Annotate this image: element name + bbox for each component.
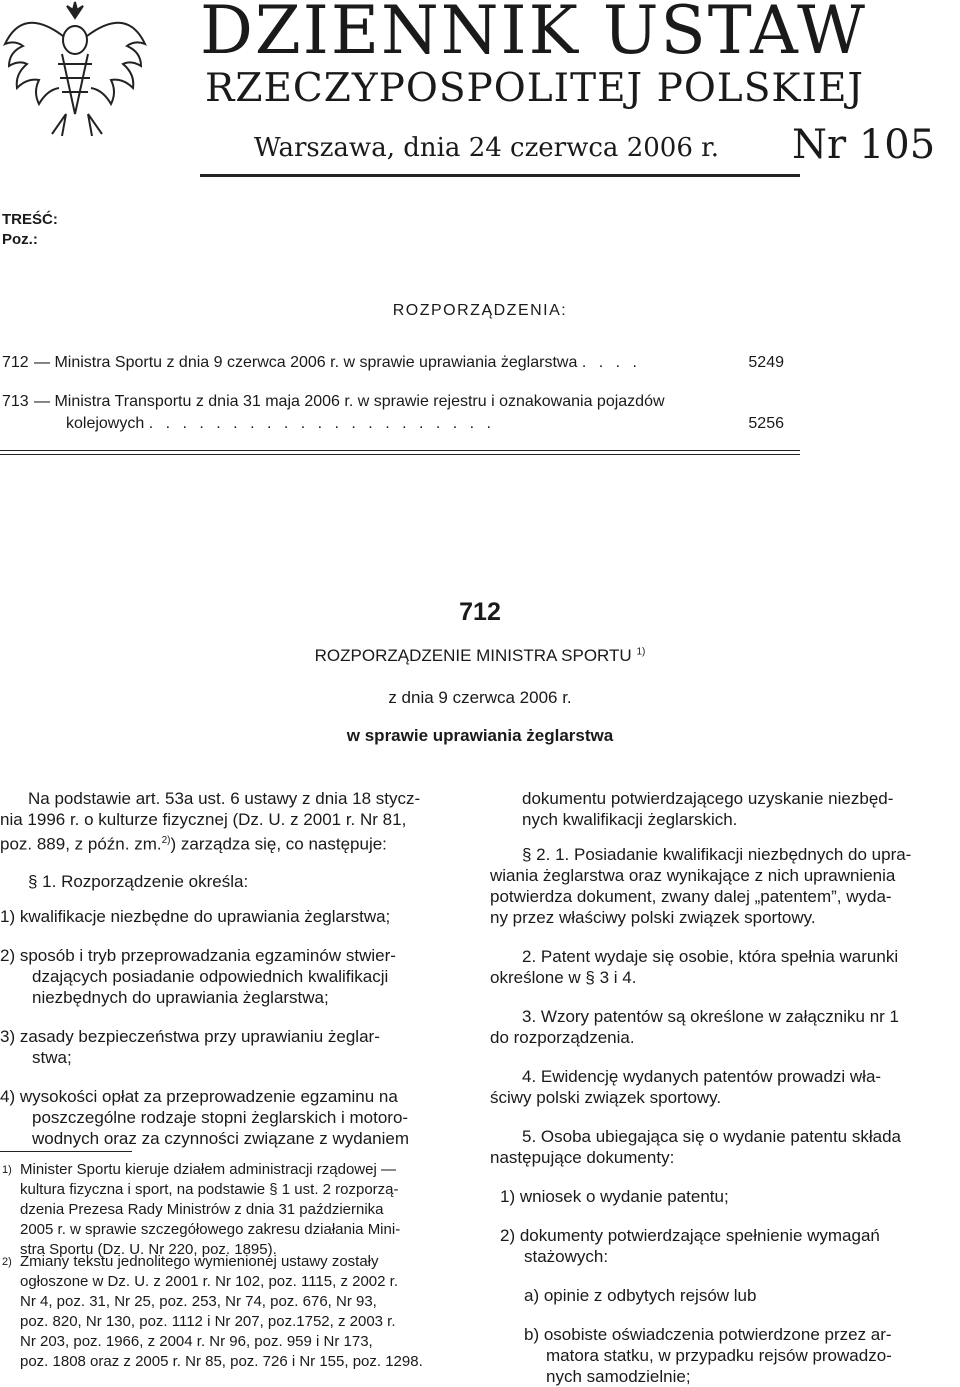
contents-section-heading: ROZPORZĄDZENIA: [392, 302, 568, 319]
place-date: Warszawa, dnia 24 czerwca 2006 r. [254, 133, 719, 163]
text-line: wodnych oraz za czynności związane z wydaniem [32, 1128, 410, 1148]
text-line: poszczególne rodzaje stopni żeglarskich i motoro- [32, 1107, 409, 1127]
text-line: ny przez właściwy polski związek sportowy. [490, 908, 816, 927]
toc-entry-text-cont: kolejowych . . . . . . . . . . . . . . . . . . . . . [66, 415, 495, 432]
journal-subtitle: RZECZYPOSPOLITEJ POLSKIEJ [205, 66, 865, 111]
text-line: nia 1996 r. o kulturze fizycznej (Dz. U. z 2001 r. Nr 81, [0, 810, 407, 829]
act-number: 712 [459, 598, 501, 626]
paragraph: 4. Ewidencję wydanych patentów prowadzi wła- [522, 1067, 882, 1086]
list-item: b) osobiste oświadczenia potwierdzone przez ar- [524, 1325, 892, 1344]
list-item: 2) dokumenty potwierdzające spełnienie wymagań [500, 1226, 880, 1245]
toc-entry[interactable] [0, 391, 784, 435]
text-line: poz. 889, z późn. zm.$^{2)}$) zarządza się, co następuje: [0, 834, 387, 854]
text-line: nych kwalifikacji żeglarskich. [522, 810, 738, 829]
list-item: 2) sposób i tryb przeprowadzania egzaminów stwier- [0, 945, 396, 965]
toc-entry-page: 5256 [748, 415, 784, 432]
toc-entry[interactable] [0, 352, 784, 374]
list-item: 1) kwalifikacje niezbędne do uprawiania żeglarstwa; [0, 906, 391, 926]
text-line: stwa; [32, 1047, 72, 1067]
footnote-2: 2) Zmiany tekstu jednolitego wymienionej ustawy zostały ogłoszone w Dz. U. z 2001 r. Nr 102, poz. 1115, z 2002 r. Nr 4, poz. 31, Nr 25, poz. 253, Nr 74, poz. 676, Nr 93, poz. 820, Nr 130, poz. 1112 i Nr 207, poz.1752, z 2003 r. Nr 203, poz. 1966, z 2004 r. Nr 96, poz. 959 i Nr 173, poz. 1808 oraz z 2005 r. Nr 85, poz. 726 i Nr 155, poz. 1298. [2, 1253, 423, 1370]
act-title: ROZPORZĄDZENIE MINISTRA SPORTU $^{1)}$ [314, 646, 646, 665]
toc-entry-text: — Ministra Transportu z dnia 31 maja 2006 r. w sprawie rejestru i oznakowania pojazdów [34, 393, 665, 410]
act-date: z dnia 9 czerwca 2006 r. [388, 688, 572, 707]
separator-rule [0, 454, 800, 455]
text-line: stażowych: [524, 1247, 609, 1266]
paragraph-2: § 2. 1. Posiadanie kwalifikacji niezbędnych do upra- [522, 845, 912, 864]
text-line: wiania żeglarstwa oraz wynikające z nich uprawnienia [490, 866, 896, 885]
contents-label-block [2, 210, 58, 250]
list-item: 1) wniosek o wydanie patentu; [500, 1187, 729, 1206]
text-line: potwierdza dokument, zwany dalej „patentem”, wyda- [490, 887, 892, 906]
left-column [0, 788, 470, 1149]
act-subject: w sprawie uprawiania żeglarstwa [346, 726, 614, 745]
contents-label: TREŚĆ: [2, 211, 58, 228]
separator-rule [0, 450, 800, 451]
text-line: określone w § 3 i 4. [490, 968, 637, 987]
text-line: niezbędnych do uprawiania żeglarstwa; [32, 987, 329, 1007]
text-line: następujące dokumenty: [490, 1148, 675, 1167]
text-line: ściwy polski związek sportowy. [490, 1088, 722, 1107]
polish-eagle-emblem [0, 0, 150, 150]
journal-title: DZIENNIK USTAW [200, 0, 867, 69]
text-line: matora statku, w przypadku rejsów prowadzo- [546, 1346, 892, 1365]
text-line: dzających posiadanie odpowiednich kwalifikacji [32, 966, 389, 986]
right-column [490, 788, 958, 1387]
toc-entry-number: 713 [2, 393, 29, 410]
header-rule [200, 174, 800, 177]
text-line: nych samodzielnie; [546, 1367, 691, 1386]
list-item: 3) zasady bezpieczeństwa przy uprawianiu żeglar- [0, 1026, 380, 1046]
footnote-rule [0, 1151, 132, 1152]
text-line: dokumentu potwierdzającego uzyskanie niezbęd- [522, 789, 894, 808]
poz-label: Poz.: [2, 231, 38, 248]
text-line: do rozporządzenia. [490, 1028, 635, 1047]
paragraph: 3. Wzory patentów są określone w załączniku nr 1 [522, 1007, 900, 1026]
list-item: 4) wysokości opłat za przeprowadzenie egzaminu na [0, 1086, 398, 1106]
text-line: Na podstawie art. 53a ust. 6 ustawy z dnia 18 stycz- [28, 789, 421, 808]
issue-number: Nr 105 [792, 122, 936, 168]
list-item: a) opinie z odbytych rejsów lub [524, 1286, 757, 1305]
footnote-1: 1) Minister Sportu kieruje działem administracji rządowej — kultura fizyczna i sport, na podstawie § 1 ust. 2 rozporzą- dzenia Prezesa Rady Ministrów z dnia 31 października 2005 r. w sprawie szczegółowego zakresu działania Mini- stra Sportu (Dz. U. Nr 220, poz. 1895). [2, 1161, 401, 1258]
paragraph: 5. Osoba ubiegająca się o wydanie patentu składa [522, 1127, 901, 1146]
toc-entry-number: 712 [2, 354, 29, 371]
paragraph: 2. Patent wydaje się osobie, która spełnia warunki [522, 947, 899, 966]
toc-entry-page: 5249 [748, 354, 784, 371]
toc-entry-text: — Ministra Sportu z dnia 9 czerwca 2006 r. w sprawie uprawiania żeglarstwa . . . . [34, 354, 641, 371]
paragraph-1: § 1. Rozporządzenie określa: [28, 871, 249, 891]
